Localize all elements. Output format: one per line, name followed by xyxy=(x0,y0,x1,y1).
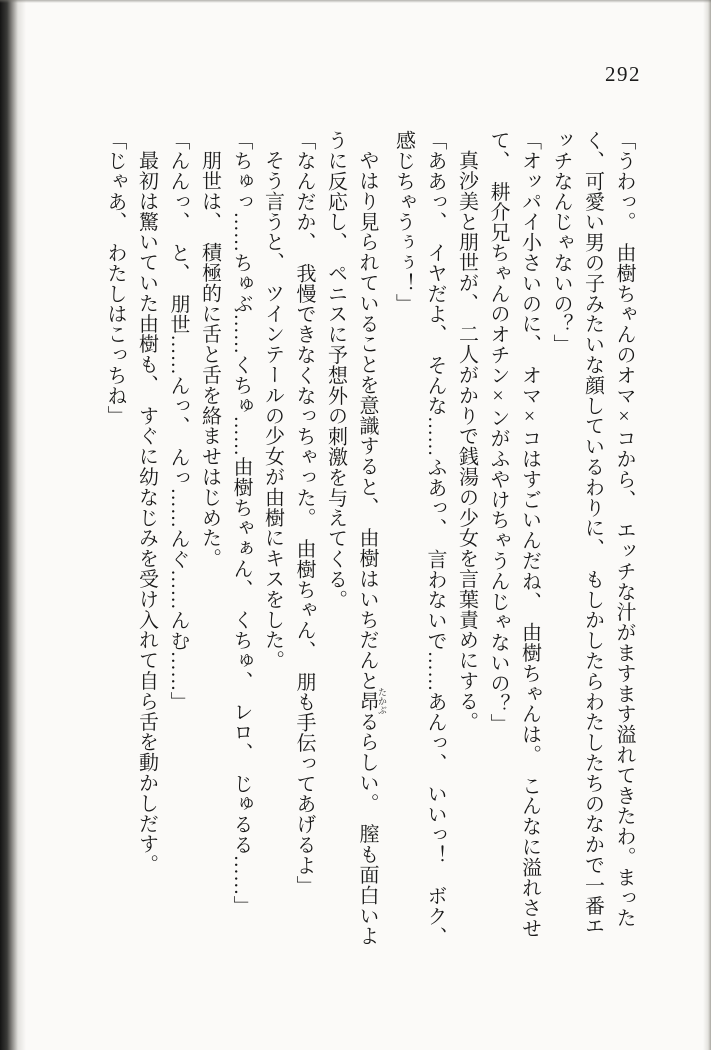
scan-top-edge xyxy=(0,0,711,3)
paragraph-4-dialogue: 「ああっ、 イヤだよ、 そんな……ふあっ、 言わないで……あんっ、 いいっ！ ボク、感じちゃうぅぅ！」 xyxy=(392,130,446,947)
paragraph-5-narration: やはり見られていることを意識すると、 由樹はいちだんと昂 たかぶるらしい。 膣も面白いように反応し、 ペニスに予想外の刺激を与えてくる。 xyxy=(324,130,387,947)
paragraph-2-dialogue: 「オッパイ小さいのに、 オマ×コはすごいんだね、 由樹ちゃんは。 こんなに溢れさせて、 耕介兄ちゃんのオチン×ンがふやけちゃうんじゃないの？」 xyxy=(487,130,541,939)
paragraph-10-dialogue: 「んんっ、 と、 朋世……んっ、 んっ……んぐ……んむ……」 xyxy=(167,130,189,712)
paragraph-6-dialogue: 「なんだか、 我慢できなくなっちゃった。 由樹ちゃん、 朋も手伝ってあげるよ」 xyxy=(293,130,315,896)
paragraph-12-dialogue: 「じゃあ、 わたしはこっちね」 xyxy=(104,130,126,426)
paragraph-9-narration: 朋世は、 積極的に舌と舌を絡ませはじめた。 xyxy=(198,150,221,569)
paragraph-8-dialogue: 「ちゅっ……ちゅぶ……くちゅ……由樹ちゃぁん、 くちゅ、 レロ、 じゅるる……」 xyxy=(230,130,252,916)
paragraph-3-narration: 真沙美と朋世が、 二人がかりで銭湯の少女を言葉責めにする。 xyxy=(455,150,478,732)
page-text xyxy=(99,130,640,950)
page-number: 292 xyxy=(605,62,641,86)
furigana-ruby: 昂 たかぶ xyxy=(356,687,387,715)
paragraph-1-dialogue: 「うわっ。 由樹ちゃんのオマ×コから、 エッチな汁がますます溢れてきたわ。まったく、可愛い男の子みたいな顔しているわりに、 もしかしたらわたしたちのなかで一番エッチなんじゃないの？」 xyxy=(550,130,635,936)
paragraph-7-narration: そう言うと、 ツインテールの少女が由樹にキスをした。 xyxy=(261,150,284,671)
scan-gutter-shadow xyxy=(0,0,26,1050)
paragraph-11-narration: 最初は驚いていた由樹も、 すぐに幼なじみを受け入れて自ら舌を動かしだす。 xyxy=(135,150,158,875)
scan-right-edge xyxy=(703,0,711,1050)
